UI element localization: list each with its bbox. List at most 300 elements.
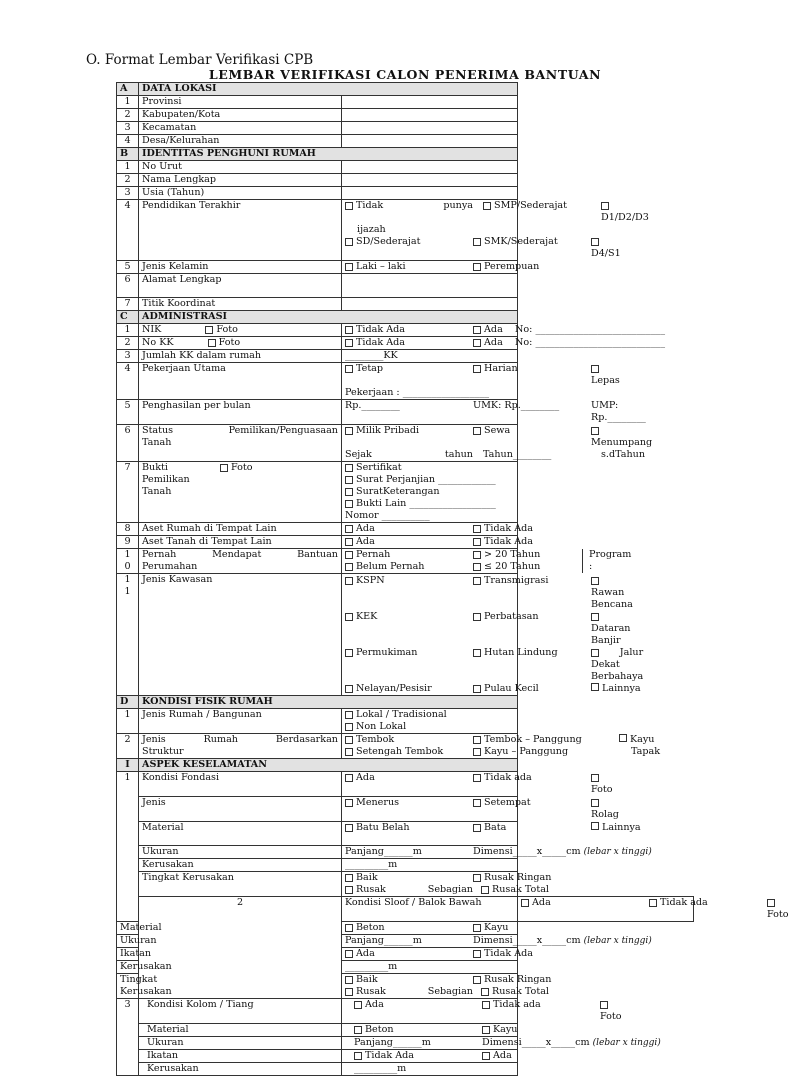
- option-menerus[interactable]: Menerus: [345, 797, 473, 821]
- table-row: [117, 822, 694, 846]
- checkbox-icon: [345, 748, 353, 756]
- option-lainnya[interactable]: Lainnya: [591, 822, 641, 834]
- option-dataran-banjir[interactable]: Dataran Banjir: [591, 611, 630, 647]
- kerusakan-input[interactable]: _________m: [342, 961, 518, 974]
- option-smp[interactable]: SMP/Sederajat: [483, 200, 601, 224]
- option-rolag[interactable]: Rolag: [591, 797, 619, 821]
- option-batu-belah[interactable]: Batu Belah: [345, 822, 473, 834]
- kerusakan-input[interactable]: _________m: [342, 1063, 518, 1076]
- field-label: Ukuran: [139, 846, 342, 859]
- table-row: [117, 999, 694, 1024]
- table-row: [117, 709, 694, 734]
- field-label: Ukuran: [139, 1037, 342, 1050]
- table-row: [117, 425, 694, 462]
- field-label: No Urut: [139, 161, 342, 174]
- table-row: [117, 109, 694, 122]
- kk-options: [342, 337, 665, 350]
- row-number: 9: [117, 536, 139, 549]
- checkbox-icon: [345, 427, 353, 435]
- label-text: No KK: [142, 337, 174, 348]
- row-number: 1 1: [117, 574, 139, 696]
- nama-field[interactable]: [342, 174, 518, 187]
- row-number: 1: [117, 161, 139, 174]
- tahun-input[interactable]: Tahun________: [483, 449, 552, 460]
- checkbox-icon: [473, 824, 481, 832]
- row-number: 3: [117, 350, 139, 363]
- checkbox-icon: [473, 649, 481, 657]
- kecamatan-field[interactable]: [342, 122, 518, 135]
- bukti-pemilikan-options: [342, 462, 518, 523]
- foto-checkbox[interactable]: Foto: [600, 999, 622, 1023]
- checkbox-icon: [591, 238, 599, 246]
- checkbox-icon: [345, 326, 353, 334]
- checkbox-icon: [345, 551, 353, 559]
- row-number: 6: [117, 274, 139, 298]
- panjang-input[interactable]: Panjang______m: [345, 846, 422, 857]
- foto-checkbox[interactable]: Foto: [591, 772, 613, 796]
- jenis-kawasan-options: [342, 574, 644, 696]
- ump-input[interactable]: UMP: Rp.________: [591, 400, 646, 423]
- row-number: 3: [117, 122, 139, 135]
- checkbox-icon: [345, 488, 353, 496]
- option-setempat[interactable]: Setempat: [473, 797, 591, 821]
- jenis-options: [342, 797, 619, 822]
- option-kayu[interactable]: Kayu: [473, 922, 591, 934]
- table-row: [117, 363, 694, 400]
- checkbox-icon: [473, 577, 481, 585]
- tingkat-kerusakan-options: [342, 974, 552, 999]
- ukuran-fields: [342, 846, 652, 859]
- table-row: [117, 734, 694, 759]
- option-sertifikat[interactable]: Sertifikat: [345, 462, 510, 474]
- provinsi-field[interactable]: [342, 96, 518, 109]
- pekerjaan-input[interactable]: Pekerjaan : __________________: [345, 387, 490, 398]
- field-label: Bukti Foto Pemilikan Tanah: [139, 462, 342, 523]
- foto-checkbox[interactable]: Foto: [205, 324, 238, 336]
- field-label: Material: [139, 822, 342, 846]
- option-tidak-ada[interactable]: Tidak Ada: [473, 523, 591, 535]
- checkbox-icon: [473, 748, 481, 756]
- checkbox-icon: [220, 464, 228, 472]
- checkbox-icon: [473, 874, 481, 882]
- field-label: Jenis Rumah Berdasarkan Struktur: [139, 734, 342, 759]
- option-ada[interactable]: Ada No: ___________________________: [473, 324, 665, 336]
- checkbox-icon: [345, 988, 353, 996]
- option-non-lokal[interactable]: Non Lokal: [345, 721, 406, 732]
- row-number: 1 0: [117, 549, 139, 574]
- table-row: [117, 96, 694, 109]
- checkbox-icon: [345, 538, 353, 546]
- table-row: [117, 350, 694, 363]
- usia-field[interactable]: [342, 187, 518, 200]
- field-label: Ukuran: [117, 935, 139, 948]
- option-lainnya[interactable]: Lainnya: [591, 683, 641, 695]
- checkbox-icon: [345, 263, 353, 271]
- option-baik[interactable]: Baik: [345, 872, 473, 884]
- checkbox-icon: [619, 734, 627, 742]
- row-number: 7: [117, 298, 139, 311]
- option-tidak-ada[interactable]: Tidak ada: [482, 999, 600, 1023]
- program-cell[interactable]: Program :: [582, 549, 631, 573]
- option-rusak-total[interactable]: Rusak Total: [481, 884, 599, 896]
- option-tidak-ada[interactable]: Tidak Ada: [354, 1050, 482, 1062]
- checkbox-icon: [481, 988, 489, 996]
- checkbox-icon: [473, 525, 481, 533]
- option-ada[interactable]: Ada: [354, 999, 482, 1023]
- option-harian[interactable]: Harian: [473, 363, 591, 387]
- ikatan-options: [342, 1050, 518, 1063]
- field-label: Material: [117, 922, 139, 935]
- option-surat-keterangan[interactable]: SuratKeterangan: [345, 486, 518, 498]
- table-row: [117, 462, 694, 523]
- foto-checkbox[interactable]: Foto: [220, 462, 253, 473]
- table-row: [117, 523, 694, 536]
- option-d1-d3[interactable]: D1/D2/D3: [601, 200, 649, 224]
- option-bata[interactable]: Bata: [473, 822, 591, 834]
- row-number: 1: [117, 324, 139, 337]
- table-row: [117, 549, 694, 574]
- option-ada[interactable]: Ada: [345, 772, 473, 796]
- kerusakan-input[interactable]: _________m: [342, 859, 518, 872]
- option-text: Berbahaya: [591, 671, 644, 682]
- option-nelayan[interactable]: Nelayan/Pesisir: [345, 683, 473, 695]
- option-pulau-kecil[interactable]: Pulau Kecil: [473, 683, 591, 695]
- option-tembok-panggung[interactable]: Tembok – Panggung: [473, 734, 619, 746]
- table-row: [117, 135, 694, 148]
- option-setengah-tembok[interactable]: Setengah Tembok: [345, 746, 473, 758]
- nik-number-line: ___________________________: [535, 324, 665, 335]
- section-code: B: [117, 148, 139, 161]
- umk-input[interactable]: UMK: Rp.________: [473, 400, 560, 411]
- row-number: 1: [117, 709, 139, 734]
- checkbox-icon: [591, 427, 599, 435]
- checkbox-icon: [205, 326, 213, 334]
- option-tidak-ada[interactable]: Tidak Ada: [473, 948, 591, 960]
- field-label: Pekerjaan Utama: [139, 363, 342, 400]
- option-tapak[interactable]: Tapak: [631, 746, 661, 757]
- table-row: [117, 1037, 694, 1050]
- option-rusak-ringan[interactable]: Rusak Ringan: [473, 974, 591, 986]
- field-label: Tingkat Kerusakan: [117, 974, 139, 999]
- checkbox-icon: [473, 427, 481, 435]
- document-heading: O. Format Lembar Verifikasi CPB: [86, 52, 314, 68]
- option-permukiman[interactable]: Permukiman: [345, 647, 473, 671]
- option-rawan-bencana[interactable]: Rawan Bencana: [591, 575, 633, 611]
- checkbox-icon: [767, 899, 775, 907]
- field-label: [139, 324, 342, 337]
- field-label: Kondisi Kolom / Tiang: [139, 999, 342, 1024]
- option-lepas[interactable]: Lepas: [591, 363, 620, 387]
- dimensi-input[interactable]: Dimensi_____x_____cm (lebar x tinggi): [482, 1037, 661, 1048]
- option-ada[interactable]: Ada: [521, 897, 649, 921]
- field-label: Penghasilan per bulan: [139, 400, 342, 425]
- table-row: [117, 122, 694, 135]
- kabupaten-field[interactable]: [342, 109, 518, 122]
- ukuran-fields: [342, 935, 652, 948]
- option-tidak-ada[interactable]: Tidak ada: [649, 897, 767, 921]
- material-options: [342, 922, 518, 935]
- kk-number-line: ___________________________: [535, 337, 665, 348]
- row-number: 2: [139, 897, 342, 999]
- checkbox-icon: [345, 202, 353, 210]
- option-smk[interactable]: SMK/Sederajat: [473, 236, 591, 260]
- checkbox-icon: [473, 365, 481, 373]
- penghasilan-input[interactable]: Rp.________: [345, 400, 400, 411]
- table-row: [117, 797, 694, 822]
- option-tetap[interactable]: Tetap: [345, 363, 473, 387]
- option-laki-laki[interactable]: Laki – laki: [345, 261, 473, 273]
- checkbox-icon: [473, 736, 481, 744]
- struktur-options: [342, 734, 661, 759]
- field-label: Titik Koordinat: [139, 298, 342, 311]
- checkbox-icon: [345, 799, 353, 807]
- section-c-header: [117, 311, 694, 324]
- bantuan-options: [342, 549, 632, 574]
- checkbox-icon: [345, 476, 353, 484]
- checkbox-icon: [345, 649, 353, 657]
- penghasilan-fields: [342, 400, 646, 425]
- option-tidak-ada[interactable]: Tidak Ada: [345, 337, 473, 349]
- status-tanah-options: [342, 425, 653, 462]
- row-number: 1: [117, 96, 139, 109]
- row-number: 2: [117, 734, 139, 759]
- field-label: Kondisi Sloof / Balok Bawah: [342, 897, 518, 922]
- checkbox-icon: [345, 924, 353, 932]
- row-number: 4: [117, 135, 139, 148]
- sloof-options: [518, 897, 789, 922]
- checkbox-icon: [473, 924, 481, 932]
- option-rusak-ringan[interactable]: Rusak Ringan: [473, 872, 591, 884]
- checkbox-icon: [354, 1052, 362, 1060]
- pekerjaan-options: [342, 363, 620, 400]
- table-row: [117, 897, 694, 922]
- row-number: 1: [117, 772, 139, 922]
- dimensi-input[interactable]: Dimensi_____x_____cm (lebar x tinggi): [473, 935, 652, 946]
- option-text: ijazah: [357, 224, 386, 235]
- checkbox-icon: [591, 649, 599, 657]
- table-row: [117, 337, 694, 350]
- checkbox-icon: [649, 899, 657, 907]
- no-urut-field[interactable]: [342, 161, 518, 174]
- checkbox-icon: [473, 326, 481, 334]
- option-tidak-ada[interactable]: Tidak Ada: [345, 324, 473, 336]
- checkbox-icon: [482, 1052, 490, 1060]
- option-beton[interactable]: Beton: [354, 1024, 482, 1036]
- option-kurang-20-tahun[interactable]: ≤ 20 Tahun: [473, 561, 591, 573]
- section-title: KONDISI FISIK RUMAH: [139, 696, 518, 709]
- option-kayu-panggung[interactable]: Kayu – Panggung: [473, 746, 619, 758]
- table-row: [117, 574, 694, 696]
- desa-field[interactable]: [342, 135, 518, 148]
- panjang-input[interactable]: Panjang______m: [354, 1037, 431, 1048]
- checkbox-icon: [345, 563, 353, 571]
- option-belum-pernah[interactable]: Belum Pernah: [345, 561, 473, 573]
- checkbox-icon: [345, 886, 353, 894]
- checkbox-icon: [473, 950, 481, 958]
- option-hutan-lindung[interactable]: Hutan Lindung: [473, 647, 591, 671]
- field-label: Ikatan: [117, 948, 139, 961]
- option-perbatasan[interactable]: Perbatasan: [473, 611, 591, 647]
- checkbox-icon: [591, 577, 599, 585]
- tingkat-kerusakan-options: [342, 872, 552, 897]
- foto-checkbox[interactable]: Foto: [208, 337, 241, 349]
- option-surat-perjanjian[interactable]: Surat Perjanjian ____________: [345, 474, 496, 485]
- option-ada[interactable]: Ada: [482, 1050, 600, 1062]
- nomor-input[interactable]: Nomor __________: [345, 510, 430, 521]
- table-row: [117, 324, 694, 337]
- option-ada[interactable]: Ada: [345, 536, 473, 548]
- dimensi-input[interactable]: Dimensi_____x_____cm (lebar x tinggi): [473, 846, 652, 857]
- field-label: Jenis Kelamin: [139, 261, 342, 274]
- row-number: 2: [117, 174, 139, 187]
- foto-checkbox[interactable]: Foto: [767, 897, 789, 921]
- table-row: [117, 174, 694, 187]
- field-label: Nama Lengkap: [139, 174, 342, 187]
- table-row: [117, 1063, 694, 1076]
- checkbox-icon: [345, 464, 353, 472]
- field-label: Material: [139, 1024, 342, 1037]
- panjang-input[interactable]: Panjang______m: [345, 935, 422, 946]
- option-perempuan[interactable]: Perempuan: [473, 261, 591, 273]
- option-lokal[interactable]: Lokal / Tradisional: [345, 709, 510, 721]
- field-label: Kerusakan: [117, 961, 139, 974]
- option-ada[interactable]: Ada: [345, 523, 473, 535]
- table-row: [117, 1024, 694, 1037]
- option-tembok[interactable]: Tembok: [345, 734, 473, 746]
- checkbox-icon: [208, 339, 216, 347]
- jumlah-kk-field[interactable]: ________KK: [342, 350, 518, 363]
- table-row: [117, 274, 694, 298]
- section-a-header: [117, 83, 694, 96]
- checkbox-icon: [473, 563, 481, 571]
- section-code: C: [117, 311, 139, 324]
- checkbox-icon: [345, 736, 353, 744]
- jenis-rumah-options: [342, 709, 518, 734]
- checkbox-icon: [482, 1026, 490, 1034]
- section-d-header: [117, 696, 694, 709]
- option-kspn[interactable]: KSPN: [345, 575, 473, 611]
- row-number: 7: [117, 462, 139, 523]
- checkbox-icon: [354, 1001, 362, 1009]
- row-number: 5: [117, 400, 139, 425]
- pendidikan-options: [342, 200, 649, 261]
- checkbox-icon: [591, 365, 599, 373]
- table-row: [117, 298, 694, 311]
- row-number: 5: [117, 261, 139, 274]
- field-label: Kondisi Fondasi: [139, 772, 342, 797]
- option-d4-s1[interactable]: D4/S1: [591, 236, 621, 260]
- row-number: 6: [117, 425, 139, 462]
- alamat-field[interactable]: [342, 274, 518, 298]
- sd-tahun: s.d Tahun: [601, 449, 646, 460]
- option-lebih-20-tahun[interactable]: > 20 Tahun: [473, 549, 591, 561]
- table-row: [117, 1050, 694, 1063]
- field-label: Jenis Kawasan: [139, 574, 342, 696]
- option-kayu[interactable]: Kayu: [619, 734, 655, 746]
- material-options: [342, 822, 641, 846]
- checkbox-icon: [473, 799, 481, 807]
- sejak-tahun: Sejak tahun: [345, 449, 473, 460]
- option-bukti-lain[interactable]: Bukti Lain __________________: [345, 498, 496, 509]
- field-label: Jumlah KK dalam rumah: [139, 350, 342, 363]
- checkbox-icon: [345, 685, 353, 693]
- option-kek[interactable]: KEK: [345, 611, 473, 647]
- checkbox-icon: [591, 774, 599, 782]
- option-ada[interactable]: Ada: [345, 948, 473, 960]
- option-beton[interactable]: Beton: [345, 922, 473, 934]
- option-ada[interactable]: Ada No: ___________________________: [473, 337, 665, 349]
- field-label: Kabupaten/Kota: [139, 109, 342, 122]
- table-row: [117, 400, 694, 425]
- aset-rumah-options: [342, 523, 533, 536]
- option-transmigrasi[interactable]: Transmigrasi: [473, 575, 591, 611]
- jenis-kelamin-options: [342, 261, 540, 274]
- option-baik[interactable]: Baik: [345, 974, 473, 986]
- option-sd[interactable]: SD/Sederajat: [345, 236, 473, 260]
- option-pernah[interactable]: Pernah: [345, 549, 473, 561]
- field-label: Alamat Lengkap: [139, 274, 342, 298]
- option-rusak-total[interactable]: Rusak Total: [481, 986, 599, 998]
- option-menumpang[interactable]: Menumpang: [591, 425, 652, 449]
- option-kayu[interactable]: Kayu: [482, 1024, 600, 1036]
- checkbox-icon: [473, 238, 481, 246]
- row-number: 4: [117, 363, 139, 400]
- checkbox-icon: [483, 202, 491, 210]
- row-number: 3: [117, 187, 139, 200]
- field-label: Jenis: [139, 797, 342, 822]
- checkbox-icon: [473, 976, 481, 984]
- table-row: [117, 846, 694, 859]
- field-label: Status Pemilikan/Penguasaan Tanah: [139, 425, 342, 462]
- checkbox-icon: [473, 774, 481, 782]
- checkbox-icon: [345, 525, 353, 533]
- checkbox-icon: [345, 774, 353, 782]
- table-row: [117, 536, 694, 549]
- field-label: Provinsi: [139, 96, 342, 109]
- field-label: [139, 337, 342, 350]
- option-dekat-jalur[interactable]: Dekat Jalur: [591, 647, 644, 670]
- field-label: Kerusakan: [139, 859, 342, 872]
- fondasi-options: [342, 772, 613, 797]
- field-label: Ikatan: [139, 1050, 342, 1063]
- section-title: ASPEK KESELAMATAN: [139, 759, 518, 772]
- nik-options: [342, 324, 665, 337]
- option-tidak-ada[interactable]: Tidak Ada: [473, 536, 591, 548]
- checkbox-icon: [473, 538, 481, 546]
- table-row: [117, 859, 694, 872]
- checkbox-icon: [601, 202, 609, 210]
- koordinat-field[interactable]: [342, 298, 518, 311]
- label-text: NIK: [142, 324, 162, 335]
- checkbox-icon: [473, 263, 481, 271]
- checkbox-icon: [345, 711, 353, 719]
- checkbox-icon: [345, 613, 353, 621]
- option-milik-pribadi[interactable]: Milik Pribadi: [345, 425, 473, 449]
- option-rusak-sebagian[interactable]: Rusak Sebagian: [345, 884, 481, 896]
- section-title: ADMINISTRASI: [139, 311, 518, 324]
- checkbox-icon: [591, 799, 599, 807]
- checkbox-icon: [345, 577, 353, 585]
- option-rusak-sebagian[interactable]: Rusak Sebagian: [345, 986, 481, 998]
- option-sewa[interactable]: Sewa: [473, 425, 591, 449]
- checkbox-icon: [521, 899, 529, 907]
- field-label: Usia (Tahun): [139, 187, 342, 200]
- option-tidak-punya-ijazah[interactable]: Tidak punya: [345, 200, 483, 224]
- option-tidak-ada[interactable]: Tidak ada: [473, 772, 591, 796]
- aset-tanah-options: [342, 536, 533, 549]
- field-label: Jenis Rumah / Bangunan: [139, 709, 342, 734]
- checkbox-icon: [354, 1026, 362, 1034]
